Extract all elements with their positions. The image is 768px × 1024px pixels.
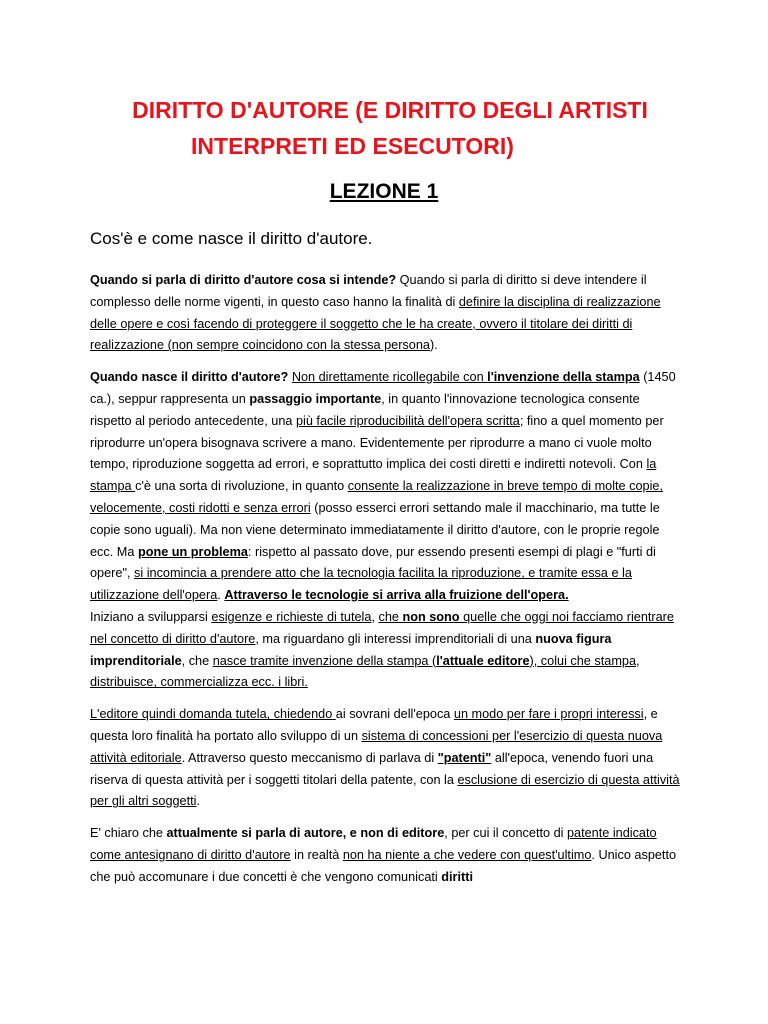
underlined-text: non ha niente a che vedere con quest'ultimo: [342, 847, 592, 862]
underlined-text: sistema di concessioni per l'esercizio di questa nuova attività editoriale: [90, 728, 663, 765]
underlined-text: un modo per fare i propri interessi: [453, 707, 644, 722]
underlined-text: esigenze e richieste di tutela: [211, 609, 372, 624]
bold-underlined-text: l'invenzione della stampa: [487, 370, 640, 385]
body-text: c'è una sorta di rivoluzione, in quanto: [135, 479, 348, 494]
lesson-heading: LEZIONE 1: [329, 180, 439, 203]
bold-underlined-text: "patenti": [437, 750, 492, 765]
underlined-text: esclusione di esercizio di questa attività per gli altri soggetti: [90, 772, 680, 809]
underlined-text: consente la realizzazione in breve tempo di molte copie, velocemente, costi ridotti e senza errori: [90, 479, 663, 515]
bold-text: attualmente si parla di autore, e non di editore: [166, 826, 445, 841]
paragraph-4: [90, 823, 682, 888]
body-text: (1450 ca.), seppur rappresenta un: [90, 370, 676, 406]
underlined-text: la stampa: [90, 457, 657, 494]
body-text: Iniziano a svilupparsi: [90, 609, 212, 624]
body-text: all'epoca, venendo fuori una riserva di questa attività per i soggetti titolari della patente, con la: [90, 750, 654, 787]
body-text: . Unico aspetto che può accomunare i due concetti è che vengono comunicati: [90, 847, 677, 884]
body-text: .: [217, 588, 225, 603]
section-subtitle: Cos'è e come nasce il diritto d'autore.: [90, 229, 373, 248]
title-line-2: INTERPRETI ED ESECUTORI): [191, 133, 514, 159]
body-text: ; fino a quel momento per riprodurre un'opera bisognava scrivere a mano. Evidentemente per riprodurre a mano ci vuole molto tempo, riproduzione soggetta ad errori, e soprattutto implica dei costi diretti e indiretti notevoli. Con: [90, 413, 664, 472]
paragraph-3: [90, 704, 682, 813]
document-title: [90, 92, 690, 164]
underlined-text: definire la disciplina di realizzazione delle opere e così facendo di proteggere il soggetto che le ha create, ovvero il titolare dei diritti di realizzazione (non sempre coincidono con la stessa persona: [90, 294, 661, 353]
document-body: [90, 270, 682, 899]
question-text: Quando si parla di diritto d'autore cosa si intende?: [90, 273, 397, 287]
bold-text: nuova figura imprenditoriale: [90, 631, 612, 668]
bold-underlined-text: Attraverso le tecnologie si arriva alla fruizione dell'opera.: [224, 588, 569, 603]
underlined-text: che: [378, 609, 403, 624]
body-text: ,: [371, 609, 379, 624]
body-text: , che: [181, 653, 213, 668]
body-text: .: [196, 794, 201, 809]
body-text: , e questa loro finalità ha portato allo sviluppo di un: [90, 707, 658, 743]
bold-text: passaggio importante: [249, 391, 382, 406]
underlined-text: Non direttamente ricollegabile con: [291, 370, 488, 385]
underlined-text: patente indicato come antesignano di diritto d'autore: [90, 826, 657, 862]
body-text: (posso esserci errori settando male il macchinario, ma tutte le copie sono uguali). Ma non viene determinato immediatamente il diritto d'autore, con le proprie regole ecc. Ma: [90, 500, 660, 559]
title-line-1: DIRITTO D'AUTORE (E DIRITTO DEGLI ARTISTI: [132, 97, 648, 123]
body-text: : rispetto al passato dove, pur essendo presenti esempi di plagi e "furti di opere",: [90, 544, 656, 581]
underlined-text: si incomincia a prendere atto che la tecnologia facilita la riproduzione, e tramite essa e la utilizzazione dell'opera: [90, 566, 632, 603]
bold-underlined-text: l'attuale editore: [436, 653, 530, 668]
body-text: ai sovrani dell'epoca: [335, 707, 454, 722]
body-text: , ma riguardano gli interessi imprenditoriali di una: [255, 631, 536, 646]
body-text: E' chiaro che: [90, 826, 167, 841]
paragraph-2: [90, 367, 682, 694]
underlined-text: quelle che oggi noi facciamo rientrare nel concetto di diritto d'autore: [90, 609, 674, 646]
underlined-text: L'editore quindi domanda tutela, chiedendo: [90, 707, 336, 722]
paragraph-1: [90, 270, 682, 357]
body-text: , in quanto l'innovazione tecnologica consente rispetto al periodo antecedente, una: [90, 391, 640, 428]
body-text: Quando si parla di diritto si deve intendere il complesso delle norme vigenti, in questo caso hanno la finalità di: [90, 273, 647, 309]
underlined-text: più facile riproducibilità dell'opera scritta: [295, 413, 520, 428]
bold-underlined-text: pone un problema: [137, 544, 248, 559]
body-text: ).: [429, 338, 438, 353]
body-text: in realtà: [290, 847, 343, 862]
body-text: . Attraverso questo meccanismo di parlava di: [181, 750, 438, 765]
underlined-text: ), colui che stampa, distribuisce, commercializza ecc. i libri.: [90, 653, 640, 690]
body-text: , per cui il concetto di: [444, 826, 567, 841]
bold-text: diritti: [441, 869, 473, 884]
underlined-text: nasce tramite invenzione della stampa (: [212, 653, 437, 668]
bold-underlined-text: non sono: [402, 609, 460, 624]
question-text: Quando nasce il diritto d'autore?: [90, 370, 289, 385]
